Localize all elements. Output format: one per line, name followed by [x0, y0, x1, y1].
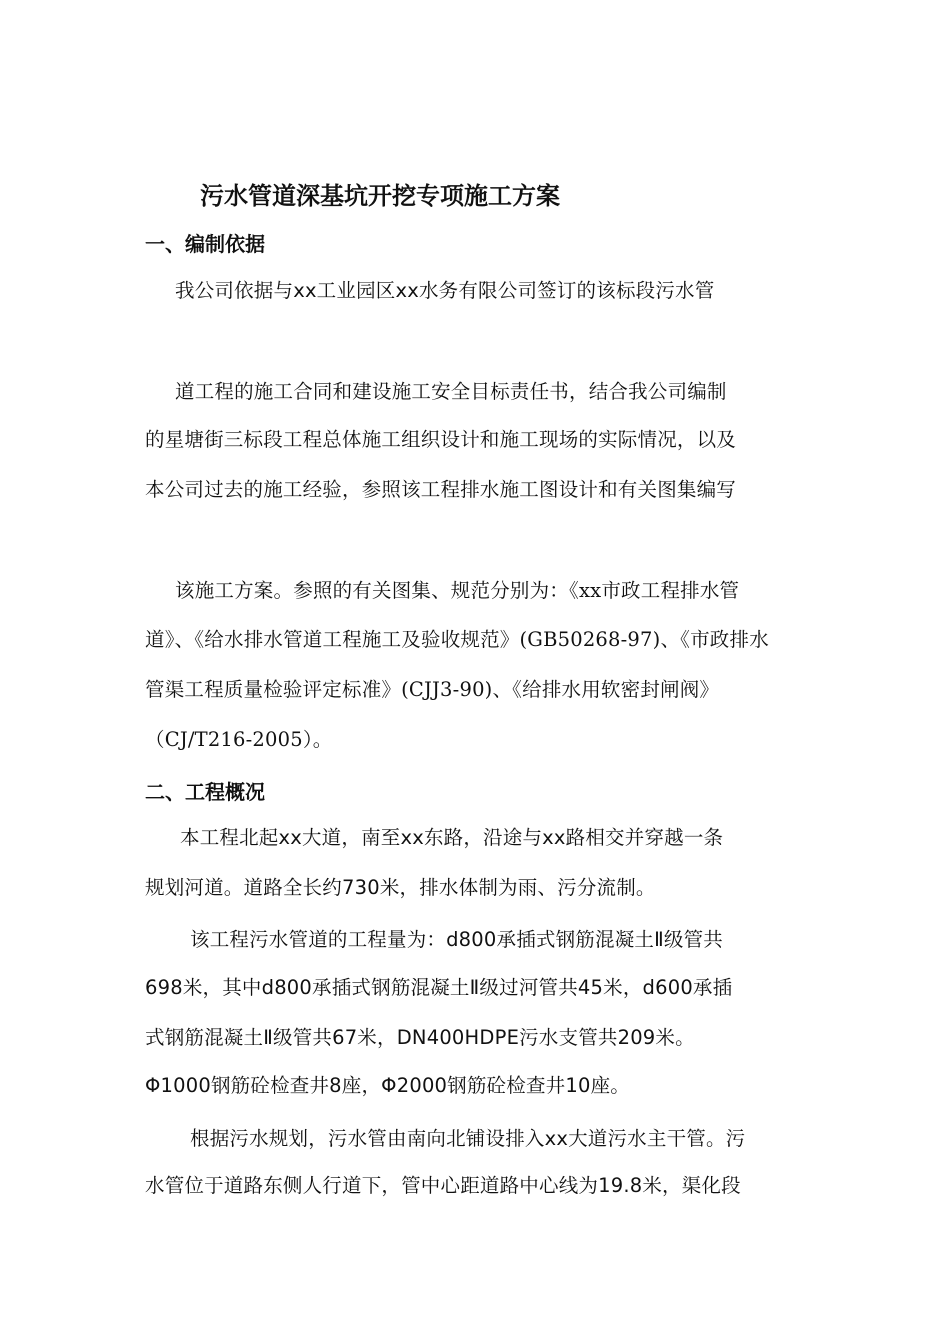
section-heading-basis: 一、编制依据: [145, 232, 265, 256]
paragraph-line: 我公司依据与xx工业园区xx水务有限公司签订的该标段污水管: [175, 279, 715, 302]
paragraph-line: 道工程的施工合同和建设施工安全目标责任书，结合我公司编制: [175, 380, 727, 403]
document-title: 污水管道深基坑开挖专项施工方案: [200, 182, 560, 210]
paragraph-line: 道》、《给水排水管道工程施工及验收规范》(GB50268-97)、《市政排水: [145, 628, 769, 651]
paragraph-line: 698米，其中d800承插式钢筋混凝土Ⅱ级过河管共45米，d600承插: [145, 976, 733, 999]
paragraph-line: 该施工方案。参照的有关图集、规范分别为：《xx市政工程排水管: [175, 579, 740, 602]
paragraph-line: 水管位于道路东侧人行道下，管中心距道路中心线为19.8米，渠化段: [145, 1174, 741, 1197]
paragraph-line: 的星塘街三标段工程总体施工组织设计和施工现场的实际情况，以及: [145, 428, 737, 451]
paragraph-line: 管渠工程质量检验评定标准》(CJJ3-90)、《给排水用软密封闸阀》: [145, 678, 720, 701]
paragraph-line: 本公司过去的施工经验，参照该工程排水施工图设计和有关图集编写: [145, 478, 737, 501]
paragraph-line: 根据污水规划，污水管由南向北铺设排入xx大道污水主干管。污: [190, 1127, 746, 1150]
paragraph-line: 规划河道。道路全长约730米，排水体制为雨、污分流制。: [145, 876, 656, 899]
paragraph-line: 该工程污水管道的工程量为：d800承插式钢筋混凝土Ⅱ级管共: [190, 928, 723, 951]
paragraph-line: （CJ/T216-2005）。: [145, 728, 333, 751]
paragraph-line: 本工程北起xx大道，南至xx东路，沿途与xx路相交并穿越一条: [180, 826, 724, 849]
paragraph-line: Φ1000钢筋砼检查井8座，Φ2000钢筋砼检查井10座。: [145, 1074, 630, 1097]
paragraph-line: 式钢筋混凝土Ⅱ级管共67米，DN400HDPE污水支管共209米。: [145, 1026, 695, 1049]
section-heading-overview: 二、工程概况: [145, 780, 265, 804]
